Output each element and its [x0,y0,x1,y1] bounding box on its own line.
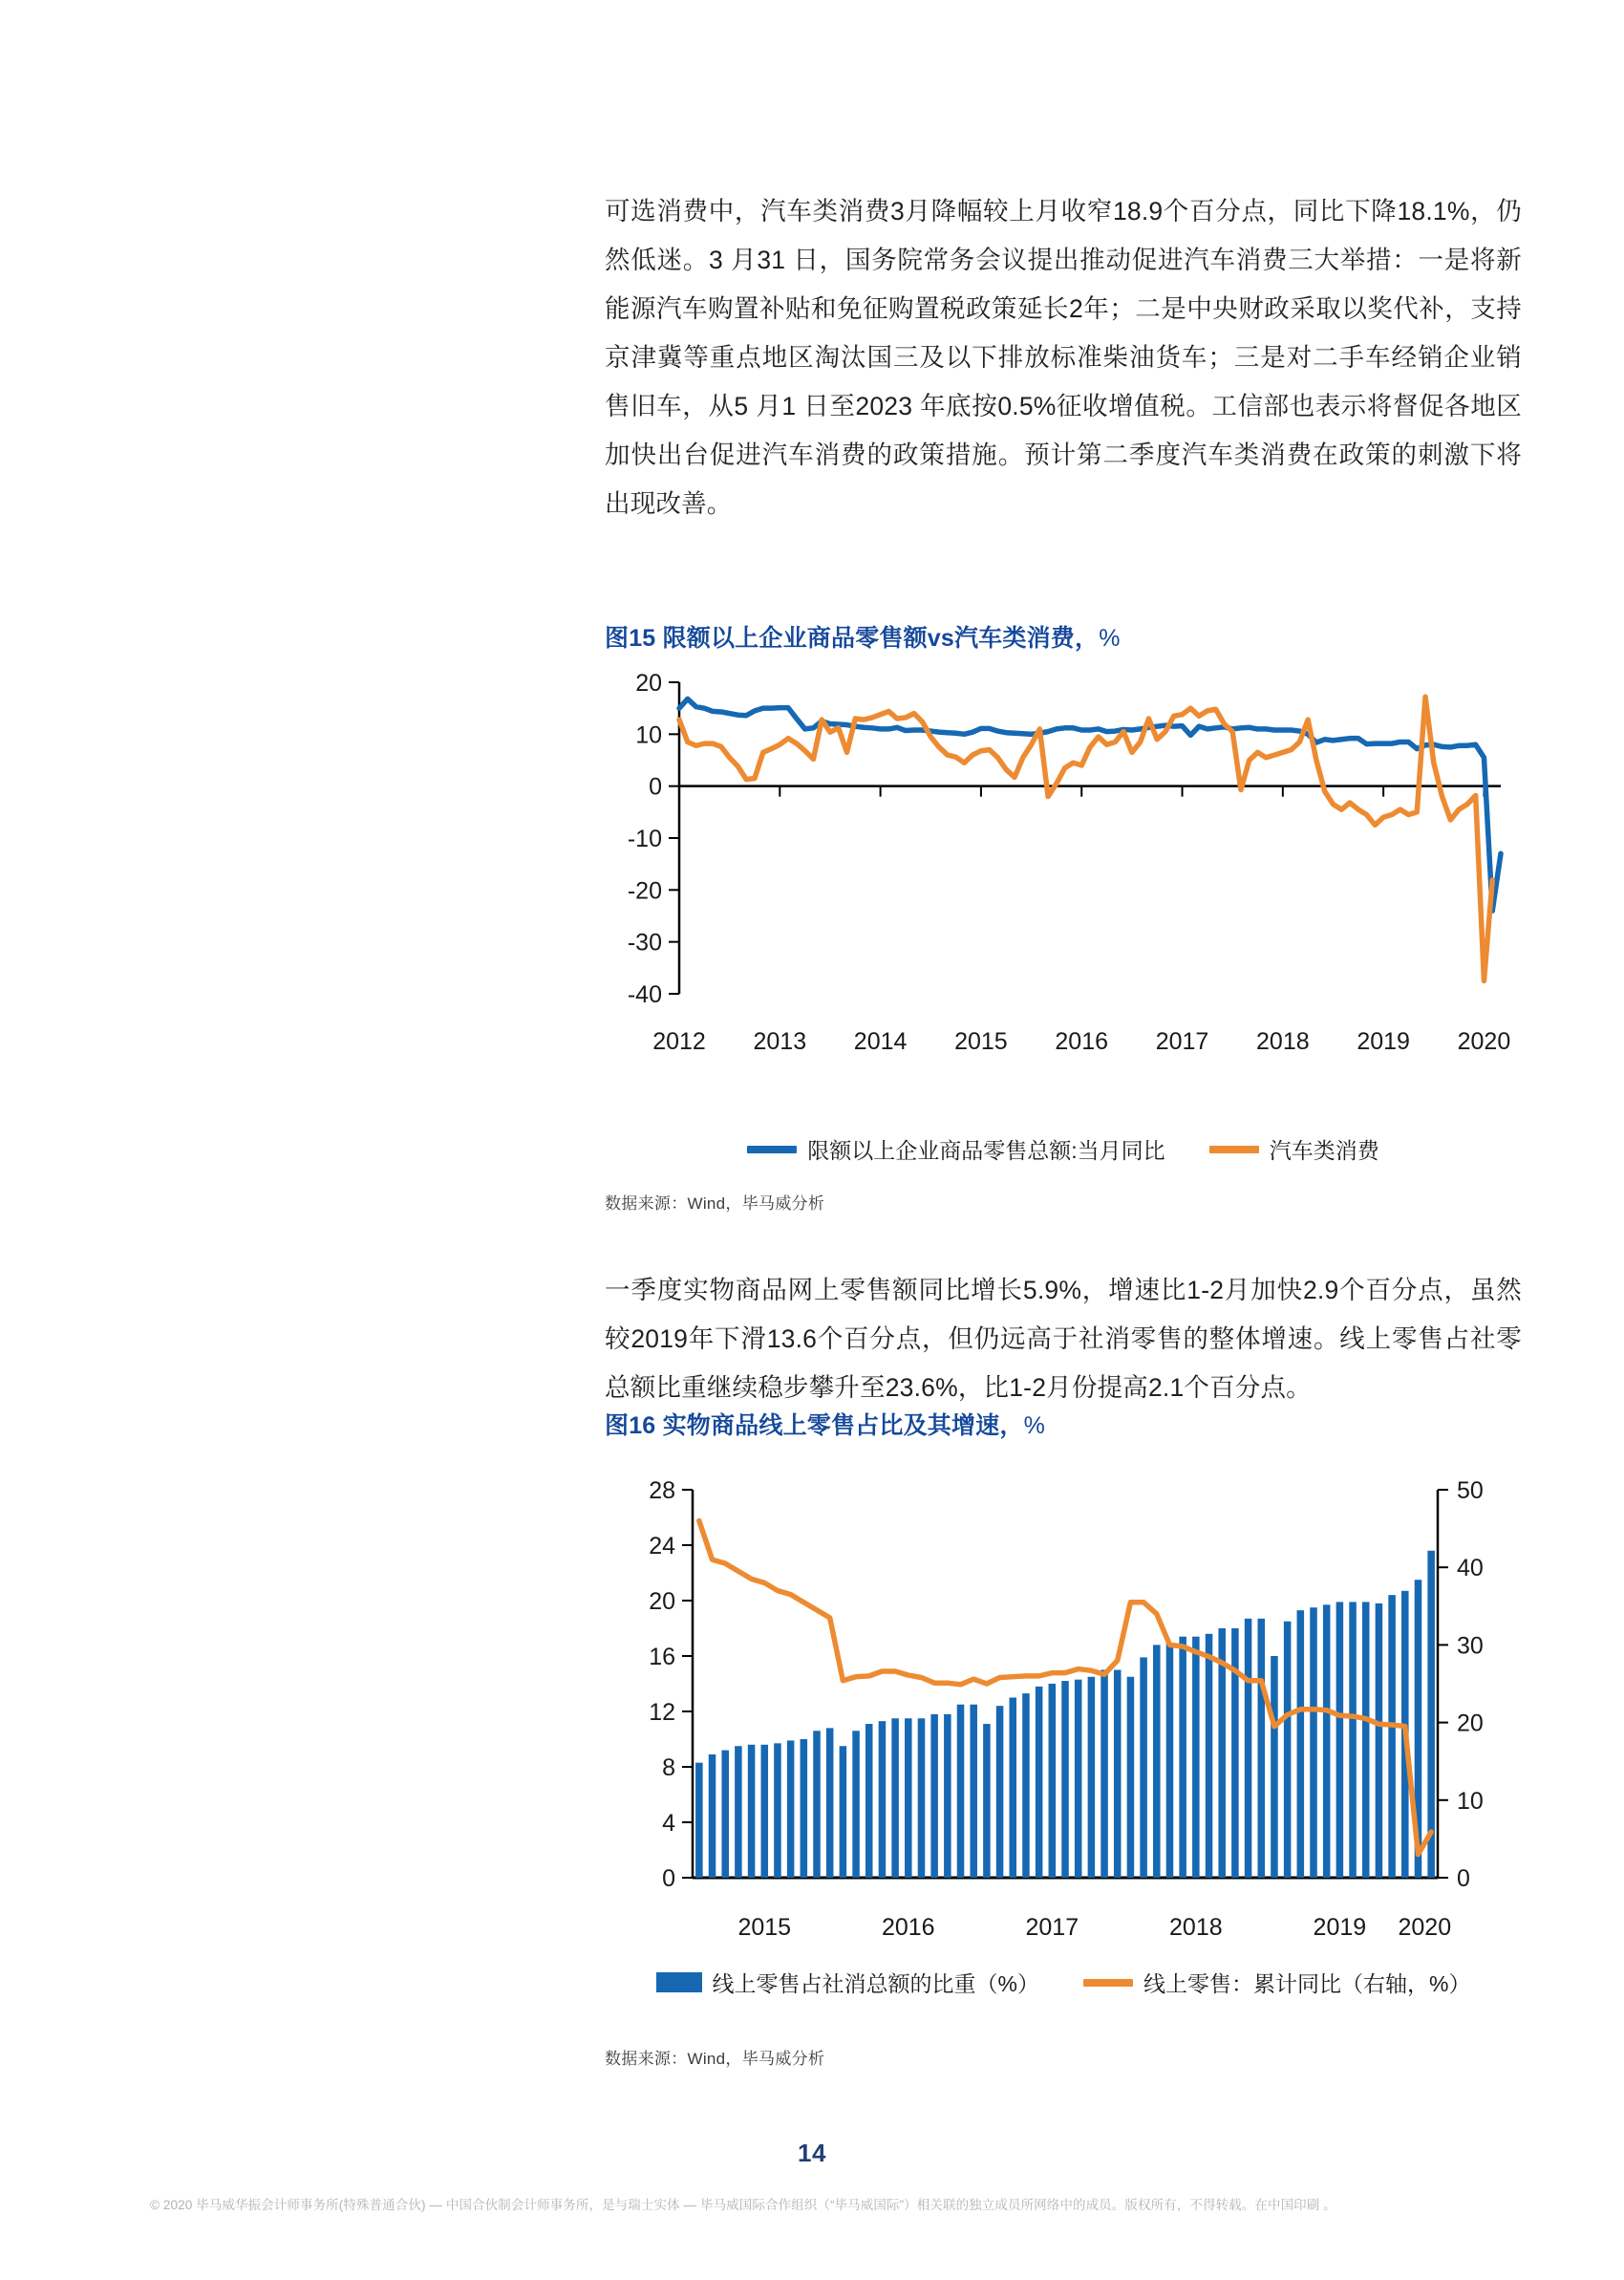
bar [905,1718,912,1878]
x-tick-label: 2017 [1025,1914,1079,1941]
legend-item [656,1967,1039,1998]
bar [1376,1603,1383,1878]
bar [1179,1637,1186,1878]
bar [1323,1604,1331,1878]
figure16-title-main: 实物商品线上零售占比及其增速， [662,1412,1024,1439]
y-tick-label: -30 [627,929,662,957]
bar [735,1746,742,1878]
bar [826,1728,834,1878]
y-tick-label: -40 [627,981,662,1008]
x-tick-label: 2015 [737,1914,792,1941]
figure16-chart [605,1476,1522,1954]
figure15-chart [605,669,1522,1070]
x-tick-label: 2012 [652,1028,706,1055]
series-line [679,699,1501,911]
y-tick-label-right: 0 [1457,1865,1470,1892]
legend-item [1209,1133,1379,1165]
paragraph-auto-consumption: 可选消费中，汽车类消费3月降幅较上月收窄18.9个百分点，同比下降18.1%，仍然低迷。3 月31 日，国务院常务会议提出推动促进汽车消费三大举措：一是将新能源汽车购置补贴和免征购置税政策延长2年；二是中央财政采取以奖代补，支持京津冀等重点地区淘汰国三及以下排放标准柴油货车；三是对二手车经销企业销售旧车，从5 月1 日至2023 年底按0.5%征收增值税。工信部也表示将督促各地区加快出台促进汽车消费的政策措施。预计第二季度汽车类消费在政策的刺激下将出现改善。 [605,197,1522,518]
y-tick-label-left: 0 [662,1865,675,1892]
figure15-svg [605,669,1522,1070]
y-tick-label-right: 50 [1457,1477,1484,1504]
figure16-svg [605,1476,1522,1954]
bar [761,1745,769,1878]
figure16-source: 数据来源：Wind，毕马威分析 [605,2050,825,2068]
bar [1336,1602,1344,1878]
y-tick-label-right: 30 [1457,1632,1484,1660]
y-tick-label: -20 [627,877,662,905]
legend-item [747,1133,1165,1165]
x-tick-label: 2016 [881,1914,935,1941]
x-tick-label: 2016 [1055,1028,1109,1055]
figure15-legend [605,1133,1522,1165]
bar [840,1746,847,1878]
legend-line-swatch [747,1146,797,1153]
x-tick-label: 2019 [1313,1914,1367,1941]
footer-copyright: © 2020 毕马威华振会计师事务所(特殊普通合伙) — 中国合伙制会计师事务所，是与瑞士实体 — 毕马威国际合作组织（“毕马威国际”）相关联的独立成员所网络中的成员。版权所有，不得转载。在中国印刷 。 [150,2198,1336,2212]
legend-bar-swatch [656,1972,702,1992]
bar [1153,1645,1161,1878]
x-tick-label: 2018 [1169,1914,1223,1941]
y-tick-label: 20 [635,670,662,697]
legend-label: 限额以上企业商品零售总额:当月同比 [807,1138,1165,1163]
bar [1271,1656,1278,1878]
figure15-title-main: 限额以上企业商品零售额vs汽车类消费， [662,625,1100,652]
bar [748,1745,756,1878]
bar [852,1731,860,1878]
y-tick-label-left: 12 [649,1699,675,1726]
bar [721,1751,729,1878]
legend-label: 线上零售占社消总额的比重（%） [712,1971,1039,1996]
y-tick-label-right: 40 [1457,1555,1484,1582]
y-tick-label: 0 [649,773,662,801]
y-tick-label-left: 20 [649,1588,675,1615]
legend-label: 汽车类消费 [1269,1138,1379,1163]
bar [865,1724,873,1878]
y-tick-label-left: 4 [662,1810,675,1837]
bar [709,1754,716,1878]
bar [930,1714,938,1878]
x-tick-label: 2014 [853,1028,908,1055]
bar [891,1718,899,1878]
bar [813,1731,821,1878]
bar [801,1739,808,1878]
bar [1140,1657,1147,1878]
bar [918,1718,926,1878]
bar [957,1705,965,1878]
figure16-title [605,1407,1522,1441]
figure15-title [605,619,1522,654]
bar [944,1714,951,1878]
bar [1075,1680,1082,1878]
bar [774,1743,781,1878]
x-tick-label: 2020 [1457,1028,1511,1055]
bar [1022,1693,1030,1878]
bar [1166,1644,1174,1878]
figure15-title-unit: % [1099,625,1121,652]
bar [983,1724,991,1878]
x-tick-label: 2018 [1256,1028,1310,1055]
bar [695,1763,703,1878]
bar [1192,1637,1200,1878]
bar [1231,1628,1239,1878]
figure15-title-prefix: 图15 [605,625,656,652]
y-tick-label: -10 [627,826,662,852]
y-tick-label-left: 24 [649,1533,675,1559]
x-tick-label: 2019 [1357,1028,1410,1055]
bar [1284,1622,1292,1878]
figure16-title-prefix: 图16 [605,1412,656,1439]
bar [787,1740,795,1878]
bar [1297,1610,1305,1878]
bar [1388,1595,1396,1878]
bar [1100,1670,1108,1879]
bar [1349,1602,1357,1878]
bar [1049,1684,1057,1878]
y-tick-label-left: 28 [649,1477,675,1504]
bar [1061,1681,1069,1878]
page-number: 14 [798,2139,826,2167]
bar [1206,1634,1213,1878]
bar [1010,1698,1017,1879]
bar [1127,1677,1135,1878]
y-tick-label-left: 16 [649,1644,675,1670]
legend-line-swatch [1083,1979,1133,1987]
bar [970,1705,977,1878]
x-tick-label: 2013 [753,1028,807,1055]
series-line [679,697,1492,980]
bar [879,1721,887,1878]
figure15-source: 数据来源：Wind，毕马威分析 [605,1194,825,1213]
bar [1088,1677,1096,1878]
x-tick-label: 2015 [954,1028,1008,1055]
y-tick-label-right: 10 [1457,1787,1484,1815]
bar [1310,1607,1317,1878]
legend-item [1083,1967,1470,1998]
legend-label: 线上零售：累计同比（右轴，%） [1143,1971,1471,1996]
x-tick-label: 2020 [1398,1914,1452,1941]
figure16-title-unit: % [1023,1412,1046,1439]
bar [1362,1602,1370,1878]
bar [1427,1551,1435,1878]
y-tick-label-left: 8 [662,1754,675,1781]
bar [996,1706,1004,1878]
bar [1036,1687,1043,1878]
y-tick-label: 10 [635,721,662,749]
y-tick-label-right: 20 [1457,1710,1484,1737]
bar [1245,1619,1252,1878]
paragraph-online-retail: 一季度实物商品网上零售额同比增长5.9%，增速比1-2月加快2.9个百分点，虽然较2019年下滑13.6个百分点，但仍远高于社消零售的整体增速。线上零售占社零总额比重继续稳步攀升至23.6%，比1-2月份提高2.1个百分点。 [605,1276,1522,1402]
bar [1114,1670,1122,1879]
x-tick-label: 2017 [1155,1028,1209,1055]
bar [1258,1619,1266,1878]
legend-line-swatch [1209,1146,1259,1153]
figure16-legend [605,1967,1522,1998]
